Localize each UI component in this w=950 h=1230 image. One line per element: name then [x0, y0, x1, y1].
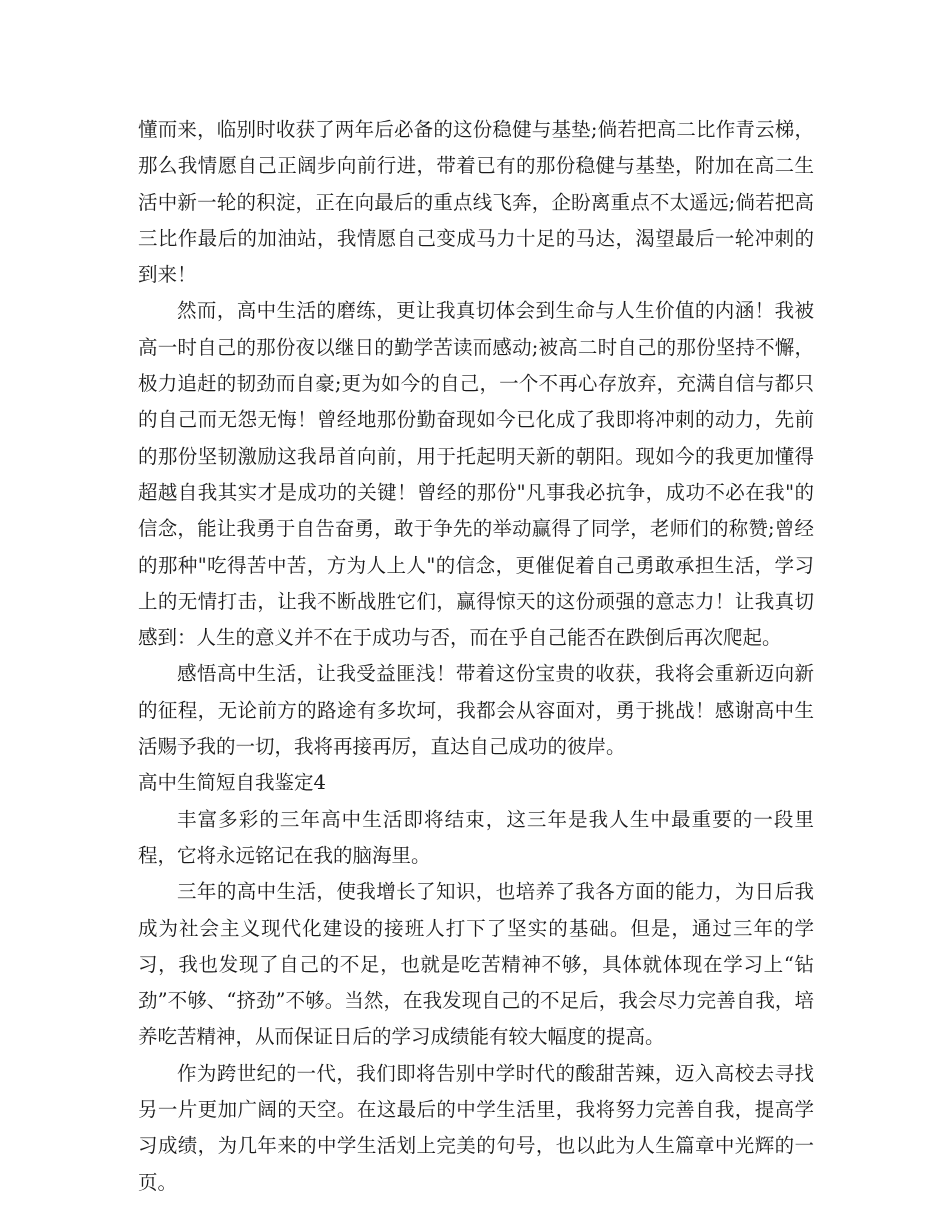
- paragraph-closing: 作为跨世纪的一代，我们即将告别中学时代的酸甜苦辣，迈入高校去寻找另一片更加广阔的天空。在这最后的中学生活里，我将努力完善自我，提高学习成绩，为几年来的中学生活划上完美的句号，也以此为人生篇章中光辉的一页。: [138, 1061, 814, 1194]
- section-heading: 高中生简短自我鉴定4: [138, 771, 326, 795]
- paragraph-reflection: 然而，高中生活的磨练，更让我真切体会到生命与人生价值的内涵！我被高一时自己的那份夜以继日的勤学苦读而感动;被高二时自己的那份坚持不懈，极力追赶的韧劲而自豪;更为如今的自己，一个不再心存放弃，充满自信与都只的自己而无怨无悔！曾经地那份勤奋现如今已化成了我即将冲刺的动力，先前的那份坚韧激励这我昂首向前，用于托起明天新的朝阳。现如今的我更加懂得超越自我其实才是成功的关键！曾经的那份"凡事我必抗争，成功不必在我"的信念，能让我勇于自告奋勇，敢于争先的举动赢得了同学，老师们的称赞;曾经的那种"吃得苦中苦，方为人上人"的信念，更催促着自己勇敢承担生活，学习上的无情打击，让我不断战胜它们，赢得惊天的这份顽强的意志力！让我真切感到：人生的意义并不在于成功与否，而在乎自己能否在跌倒后再次爬起。: [138, 299, 814, 650]
- paragraph-continuation: 懂而来，临别时收获了两年后必备的这份稳健与基垫;倘若把高二比作青云梯，那么我情愿自己正阔步向前行进，带着已有的那份稳健与基垫，附加在高二生活中新一轮的积淀，正在向最后的重点线飞奔，企盼离重点不太遥远;倘若把高三比作最后的加油站，我情愿自己变成马力十足的马达，渴望最后一轮冲刺的到来！: [138, 118, 814, 287]
- document-body: [138, 112, 814, 1201]
- paragraph-growth: 三年的高中生活，使我增长了知识，也培养了我各方面的能力，为日后我成为社会主义现代化建设的接班人打下了坚实的基础。但是，通过三年的学习，我也发现了自己的不足，也就是吃苦精神不够，具体就体现在学习上“钻劲”不够、“挤劲”不够。当然，在我发现自己的不足后，我会尽力完善自我，培养吃苦精神，从而保证日后的学习成绩能有较大幅度的提高。: [138, 880, 814, 1049]
- paragraph-gratitude: 感悟高中生活，让我受益匪浅！带着这份宝贵的收获，我将会重新迈向新的征程，无论前方的路途有多坎坷，我都会从容面对，勇于挑战！感谢高中生活赐予我的一切，我将再接再厉，直达自己成功的彼岸。: [138, 662, 814, 759]
- paragraph-intro: 丰富多彩的三年高中生活即将结束，这三年是我人生中最重要的一段里程，它将永远铭记在我的脑海里。: [138, 807, 814, 867]
